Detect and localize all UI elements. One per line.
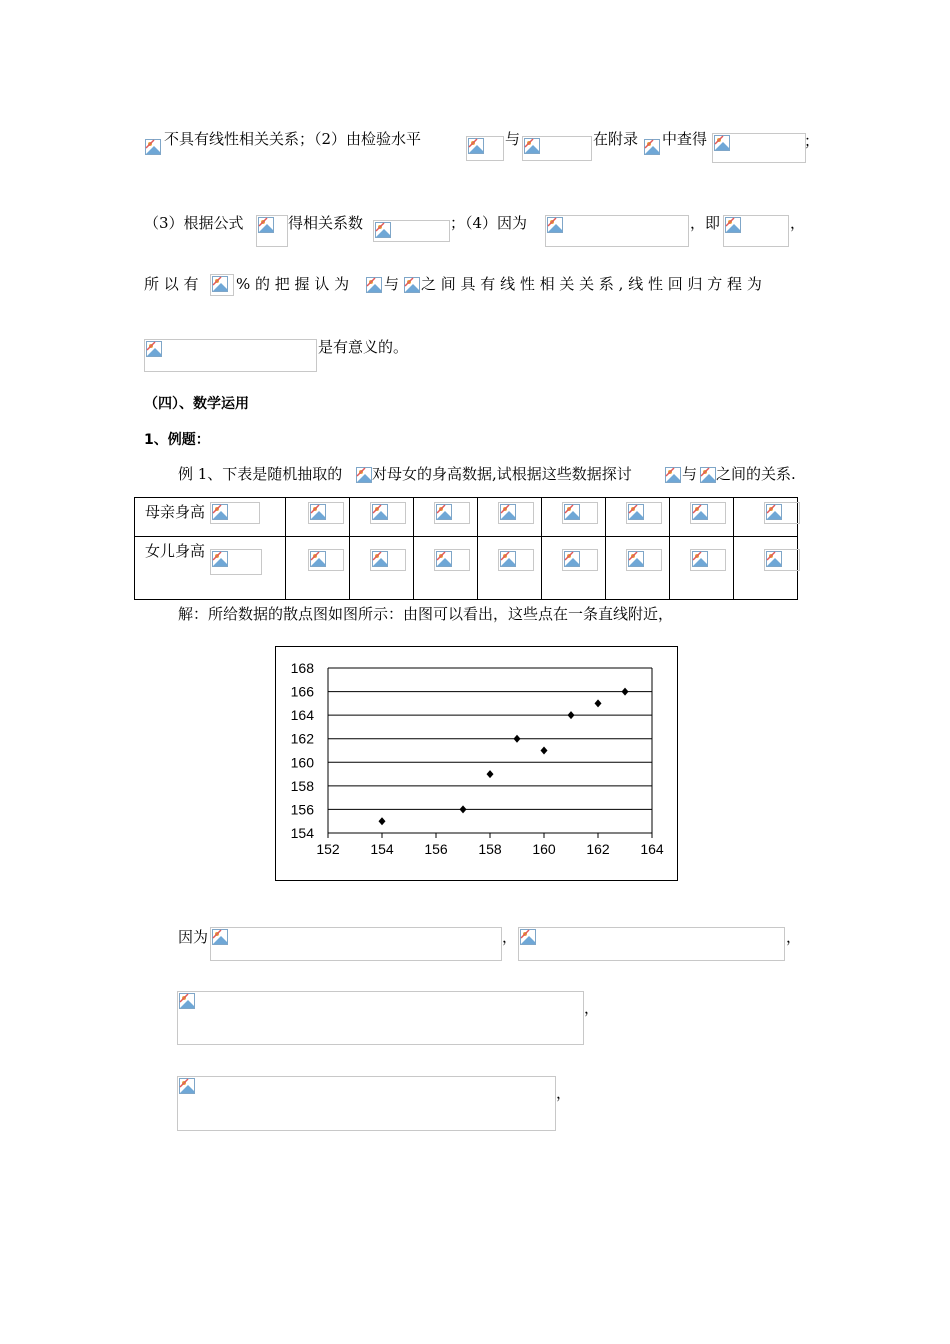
broken-image-icon bbox=[404, 277, 420, 293]
formula-image-placeholder bbox=[626, 502, 662, 524]
broken-image-icon bbox=[212, 276, 228, 292]
formula-image-placeholder bbox=[545, 215, 689, 247]
broken-image-icon bbox=[145, 139, 161, 155]
formula-image-placeholder bbox=[434, 549, 470, 571]
y-tick-label: 162 bbox=[290, 730, 314, 747]
y-tick-label: 160 bbox=[290, 754, 314, 771]
y-tick-label: 168 bbox=[290, 660, 314, 676]
table-cell bbox=[135, 498, 286, 537]
para3-text-1: 所 以 有 bbox=[144, 275, 199, 293]
formula-image-placeholder bbox=[690, 502, 726, 524]
formula-image-placeholder bbox=[373, 220, 450, 242]
para3-text-4: 之 间 具 有 线 性 相 关 关 系 , 线 性 回 归 方 程 为 bbox=[421, 275, 762, 293]
table-cell bbox=[414, 537, 478, 600]
formula-image-placeholder bbox=[764, 549, 800, 571]
formula-image-placeholder bbox=[562, 502, 598, 524]
para2-text-3: ；（4）因为 bbox=[450, 214, 528, 232]
formula-image-placeholder bbox=[764, 502, 800, 524]
table-cell bbox=[286, 537, 350, 600]
broken-image-icon bbox=[665, 467, 681, 483]
broken-image-icon bbox=[179, 1078, 195, 1094]
formula-image-placeholder bbox=[370, 549, 406, 571]
broken-image-icon bbox=[500, 551, 516, 567]
formula-image-placeholder bbox=[699, 466, 717, 486]
broken-image-icon bbox=[436, 504, 452, 520]
formula-image-placeholder bbox=[712, 133, 806, 163]
broken-image-icon bbox=[375, 222, 391, 238]
x-tick-label: 162 bbox=[586, 841, 610, 857]
broken-image-icon bbox=[372, 551, 388, 567]
formula-image-placeholder bbox=[210, 927, 502, 961]
table-cell bbox=[734, 537, 798, 600]
table-cell bbox=[135, 537, 286, 600]
table-cell bbox=[350, 498, 414, 537]
row-label-mother: 母亲身高 bbox=[145, 503, 206, 521]
broken-image-icon bbox=[766, 504, 782, 520]
y-tick-label: 158 bbox=[290, 777, 314, 794]
broken-image-icon bbox=[310, 504, 326, 520]
broken-image-icon bbox=[258, 217, 274, 233]
table-cell bbox=[542, 537, 606, 600]
table-cell bbox=[670, 537, 734, 600]
broken-image-icon bbox=[628, 551, 644, 567]
formula-image-placeholder bbox=[308, 549, 344, 571]
broken-image-icon bbox=[436, 551, 452, 567]
scatter-chart bbox=[275, 646, 678, 881]
comma-1: ， bbox=[584, 999, 600, 1017]
broken-image-icon bbox=[700, 467, 716, 483]
y-tick-label: 156 bbox=[290, 801, 314, 818]
x-tick-label: 158 bbox=[478, 841, 502, 857]
formula-image-placeholder bbox=[370, 502, 406, 524]
section-title: （四）、数学运用 bbox=[144, 396, 249, 412]
formula-image-placeholder bbox=[177, 1076, 556, 1131]
formula-image-placeholder bbox=[144, 339, 317, 372]
formula-image-placeholder bbox=[256, 215, 288, 247]
table-cell bbox=[734, 498, 798, 537]
table-cell bbox=[542, 498, 606, 537]
broken-image-icon bbox=[500, 504, 516, 520]
para4-text-1: 是有意义的。 bbox=[318, 338, 409, 356]
broken-image-icon bbox=[520, 929, 536, 945]
formula-image-placeholder bbox=[403, 276, 421, 296]
formula-image-placeholder bbox=[522, 136, 592, 161]
broken-image-icon bbox=[212, 504, 228, 520]
broken-image-icon bbox=[725, 217, 741, 233]
x-tick-label: 152 bbox=[316, 841, 340, 857]
broken-image-icon bbox=[212, 551, 228, 567]
formula-image-placeholder bbox=[498, 549, 534, 571]
broken-image-icon bbox=[692, 551, 708, 567]
y-tick-label: 164 bbox=[290, 707, 314, 724]
broken-image-icon bbox=[692, 504, 708, 520]
because-text-3: ， bbox=[786, 928, 802, 946]
broken-image-icon bbox=[179, 993, 195, 1009]
table-cell bbox=[414, 498, 478, 537]
para1-text-1: 不具有线性相关关系；（2）由检验水平 bbox=[164, 130, 422, 148]
broken-image-icon bbox=[356, 467, 372, 483]
para1-text-2: 与 bbox=[505, 130, 521, 148]
broken-image-icon bbox=[644, 139, 660, 155]
para1-text-3: 在附录 bbox=[593, 130, 639, 148]
y-tick-label: 166 bbox=[290, 683, 314, 700]
table-row bbox=[135, 498, 798, 537]
formula-image-placeholder bbox=[308, 502, 344, 524]
formula-image-placeholder bbox=[365, 276, 383, 296]
table-cell bbox=[670, 498, 734, 537]
formula-image-placeholder bbox=[210, 502, 260, 524]
formula-image-placeholder bbox=[664, 466, 682, 486]
comma-2: ， bbox=[556, 1084, 572, 1102]
because-text-2: ， bbox=[502, 928, 518, 946]
formula-image-placeholder bbox=[626, 549, 662, 571]
subsection-title: 1、例题： bbox=[144, 432, 210, 448]
formula-image-placeholder bbox=[434, 502, 470, 524]
formula-image-placeholder bbox=[466, 136, 504, 161]
example-text-4: 之间的关系. bbox=[716, 465, 796, 483]
solution-text: 解：所给数据的散点图如图所示：由图可以看出，这些点在一条直线附近， bbox=[178, 605, 674, 623]
table-row bbox=[135, 537, 798, 600]
formula-image-placeholder bbox=[144, 138, 164, 160]
table-cell bbox=[478, 498, 542, 537]
broken-image-icon bbox=[372, 504, 388, 520]
x-tick-label: 156 bbox=[424, 841, 448, 857]
table-cell bbox=[350, 537, 414, 600]
example-text-1: 例 1、下表是随机抽取的 bbox=[178, 465, 343, 483]
formula-image-placeholder bbox=[177, 991, 584, 1045]
formula-image-placeholder bbox=[518, 927, 785, 961]
para2-text-4: ，即 bbox=[690, 214, 721, 232]
broken-image-icon bbox=[310, 551, 326, 567]
broken-image-icon bbox=[212, 929, 228, 945]
broken-image-icon bbox=[524, 138, 540, 154]
para2-text-2: 得相关系数 bbox=[288, 214, 364, 232]
para2-text-5: ， bbox=[790, 214, 806, 232]
para2-text-1: （3）根据公式 bbox=[144, 214, 244, 232]
table-cell bbox=[606, 498, 670, 537]
example-text-2: 对母女的身高数据,试根据这些数据探讨 bbox=[372, 465, 632, 483]
formula-image-placeholder bbox=[210, 549, 262, 575]
formula-image-placeholder bbox=[723, 215, 789, 247]
formula-image-placeholder bbox=[355, 466, 373, 486]
x-tick-label: 154 bbox=[370, 841, 394, 857]
formula-image-placeholder bbox=[498, 502, 534, 524]
formula-image-placeholder bbox=[643, 138, 663, 160]
height-data-table bbox=[134, 497, 798, 600]
row-label-daughter: 女儿身高 bbox=[145, 542, 206, 560]
broken-image-icon bbox=[714, 135, 730, 151]
broken-image-icon bbox=[547, 217, 563, 233]
broken-image-icon bbox=[766, 551, 782, 567]
table-cell bbox=[606, 537, 670, 600]
broken-image-icon bbox=[468, 138, 484, 154]
because-text-1: 因为 bbox=[178, 928, 209, 946]
formula-image-placeholder bbox=[690, 549, 726, 571]
para1-text-4: 中查得 bbox=[662, 130, 708, 148]
formula-image-placeholder bbox=[562, 549, 598, 571]
formula-image-placeholder bbox=[210, 274, 234, 296]
table-cell bbox=[286, 498, 350, 537]
broken-image-icon bbox=[628, 504, 644, 520]
table-cell bbox=[478, 537, 542, 600]
y-tick-label: 154 bbox=[290, 825, 314, 841]
broken-image-icon bbox=[146, 341, 162, 357]
para3-text-3: 与 bbox=[384, 275, 400, 293]
x-tick-label: 160 bbox=[532, 841, 556, 857]
broken-image-icon bbox=[366, 277, 382, 293]
broken-image-icon bbox=[564, 504, 580, 520]
para1-text-5: ； bbox=[804, 132, 820, 150]
example-text-3: 与 bbox=[682, 465, 698, 483]
para3-text-2: % 的 把 握 认 为 bbox=[236, 275, 350, 293]
x-tick-label: 164 bbox=[640, 841, 664, 857]
broken-image-icon bbox=[564, 551, 580, 567]
